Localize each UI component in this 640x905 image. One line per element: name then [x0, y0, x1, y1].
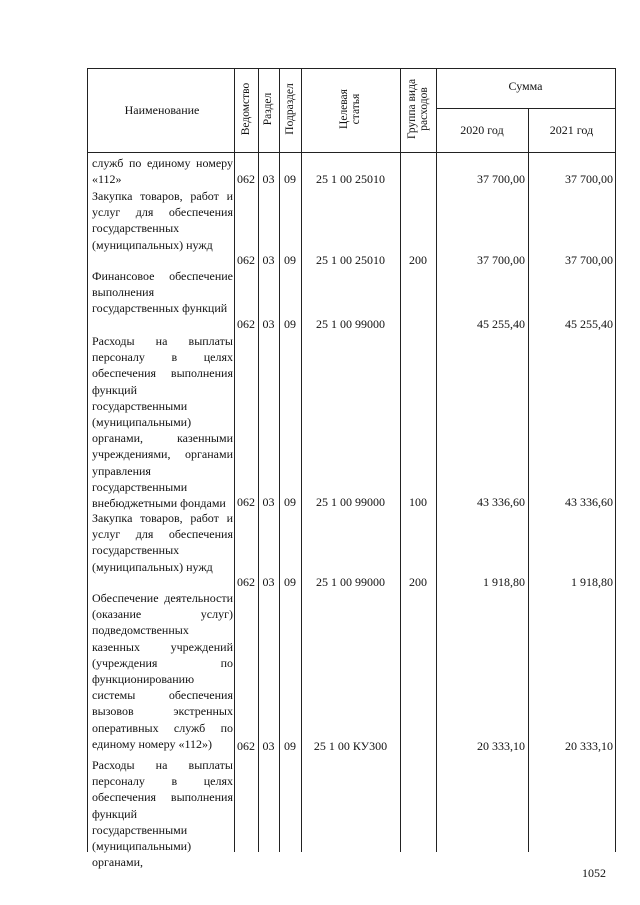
- row-podrazdel: 09: [284, 739, 296, 753]
- header-2021: 2021 год: [549, 123, 594, 137]
- col-border-cs: [400, 68, 401, 852]
- row-vedomstvo: 062: [237, 575, 255, 589]
- row-sum-2020: 45 255,40: [477, 317, 525, 331]
- row-vedomstvo: 062: [237, 739, 255, 753]
- row-sum-2020: 1 918,80: [483, 575, 525, 589]
- row-sum-2021: 1 918,80: [571, 575, 613, 589]
- row-podrazdel: 09: [284, 495, 296, 509]
- row-name: Обеспечение деятельности (оказание услуг) подведомственных казенных учреждений (учреждения по функционированию системы обеспечения вызовов экстренных оперативных служб по единому номеру «112»): [92, 591, 233, 751]
- row-name: Расходы на выплаты персоналу в целях обеспечения выполнения функций государственными (муниципальными) органами, казенными учреждениями, органами управления государственными внебюджетными фондами: [92, 334, 233, 511]
- row-target: 25 1 00 99000: [316, 495, 385, 509]
- row-podrazdel: 09: [284, 317, 296, 331]
- row-sum-2020: 43 336,60: [477, 495, 525, 509]
- row-sum-2021: 20 333,10: [565, 739, 613, 753]
- row-vedomstvo: 062: [237, 495, 255, 509]
- row-name: Закупка товаров, работ и услуг для обеспечения государственных (муниципальных) нужд: [92, 189, 233, 252]
- header-group: Группа вида расходов: [406, 78, 430, 140]
- header-razdel: Раздел: [262, 92, 274, 126]
- row-sum-2020: 20 333,10: [477, 739, 525, 753]
- row-name: Закупка товаров, работ и услуг для обеспечения государственных (муниципальных) нужд: [92, 511, 233, 574]
- row-name: Финансовое обеспечение выполнения государственных функций: [92, 269, 233, 316]
- row-sum-2020: 37 700,00: [477, 253, 525, 267]
- row-razdel: 03: [262, 172, 275, 186]
- row-target: 25 1 00 25010: [316, 253, 385, 267]
- row-target: 25 1 00 25010: [316, 172, 385, 186]
- row-podrazdel: 09: [284, 253, 296, 267]
- row-sum-2021: 43 336,60: [565, 495, 613, 509]
- page-number: 1052: [582, 866, 606, 880]
- row-group: 100: [409, 495, 427, 509]
- header-sum: Сумма: [508, 79, 543, 93]
- row-target: 25 1 00 КУ300: [313, 739, 388, 753]
- table-top-border: [87, 68, 615, 69]
- header-vedomstvo: Ведомство: [240, 82, 252, 136]
- sum-subheader-border: [436, 108, 615, 109]
- row-podrazdel: 09: [284, 172, 296, 186]
- row-target: 25 1 00 99000: [316, 575, 385, 589]
- col-border-left: [87, 68, 88, 852]
- header-bottom-border: [87, 152, 615, 153]
- row-sum-2021: 37 700,00: [565, 172, 613, 186]
- row-razdel: 03: [262, 575, 275, 589]
- row-sum-2021: 37 700,00: [565, 253, 613, 267]
- row-target: 25 1 00 99000: [316, 317, 385, 331]
- row-vedomstvo: 062: [237, 317, 255, 331]
- row-name: служб по единому номеру «112»: [92, 156, 233, 187]
- row-razdel: 03: [262, 495, 275, 509]
- header-podrazdel: Подраздел: [284, 83, 296, 135]
- row-vedomstvo: 062: [237, 172, 255, 186]
- row-group: 200: [409, 575, 427, 589]
- row-group: 200: [409, 253, 427, 267]
- row-vedomstvo: 062: [237, 253, 255, 267]
- row-sum-2020: 37 700,00: [477, 172, 525, 186]
- col-border-right: [615, 68, 616, 852]
- header-target: Целевая статья: [338, 89, 362, 129]
- row-razdel: 03: [262, 317, 275, 331]
- header-2020: 2020 год: [460, 123, 504, 137]
- row-razdel: 03: [262, 253, 275, 267]
- row-name: Расходы на выплаты персоналу в целях обеспечения выполнения функций государственными (муниципальными) органами,: [92, 758, 233, 870]
- row-razdel: 03: [262, 739, 275, 753]
- row-podrazdel: 09: [284, 575, 296, 589]
- row-sum-2021: 45 255,40: [565, 317, 613, 331]
- header-name: Наименование: [124, 103, 200, 117]
